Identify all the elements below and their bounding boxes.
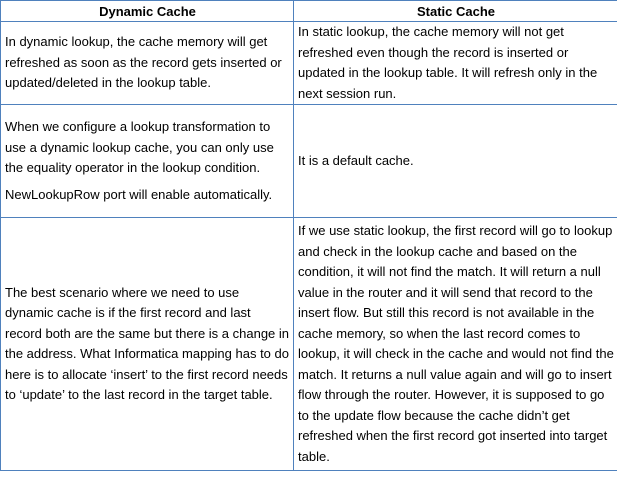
cell-text: In static lookup, the cache memory will not get refreshed even though the record is inserted or updated in the lookup table. It will refresh only in the next session run. [298, 24, 598, 101]
cell-text: When we configure a lookup transformation to use a dynamic lookup cache, you can only use the equality operator in the lookup condition. [5, 119, 274, 175]
cell-text: It is a default cache. [298, 152, 414, 168]
dynamic-cell [1, 105, 294, 218]
table-row [1, 22, 617, 105]
header-static-cache: Static Cache [294, 1, 617, 22]
static-cell [294, 105, 617, 218]
cell-text: NewLookupRow port will enable automatically. [5, 186, 273, 202]
header-row [1, 1, 617, 22]
cell-text: The best scenario where we need to use dynamic cache is if the first record and last record both are the same but there is a change in the address. What Informatica mapping has to do here is to allocate ‘insert’ to the first record needs to ‘update’ to the last record in the target table. [5, 284, 290, 402]
cell-text: If we use static lookup, the first record will go to lookup and check in the lookup cache and based on the condition, it will not find the match. It will return a null value in the router and it will send that record to the insert flow. But still this record is not available in the cache memory, so when the last record comes to lookup, it will check in the cache and would not find the match. It returns a null value again and will go to insert flow through the router. However, it is supposed to go to the update flow because the cache didn’t get refreshed when the first record got inserted into target table. [298, 223, 614, 464]
static-cell [294, 218, 617, 471]
dynamic-cell [1, 218, 294, 471]
table-row [1, 218, 617, 471]
static-cell [294, 22, 617, 105]
cell-text: In dynamic lookup, the cache memory will get refreshed as soon as the record gets inserted or updated/deleted in the lookup table. [5, 34, 282, 91]
table-row [1, 105, 617, 218]
header-dynamic-cache: Dynamic Cache [1, 1, 294, 22]
dynamic-cell [1, 22, 294, 105]
